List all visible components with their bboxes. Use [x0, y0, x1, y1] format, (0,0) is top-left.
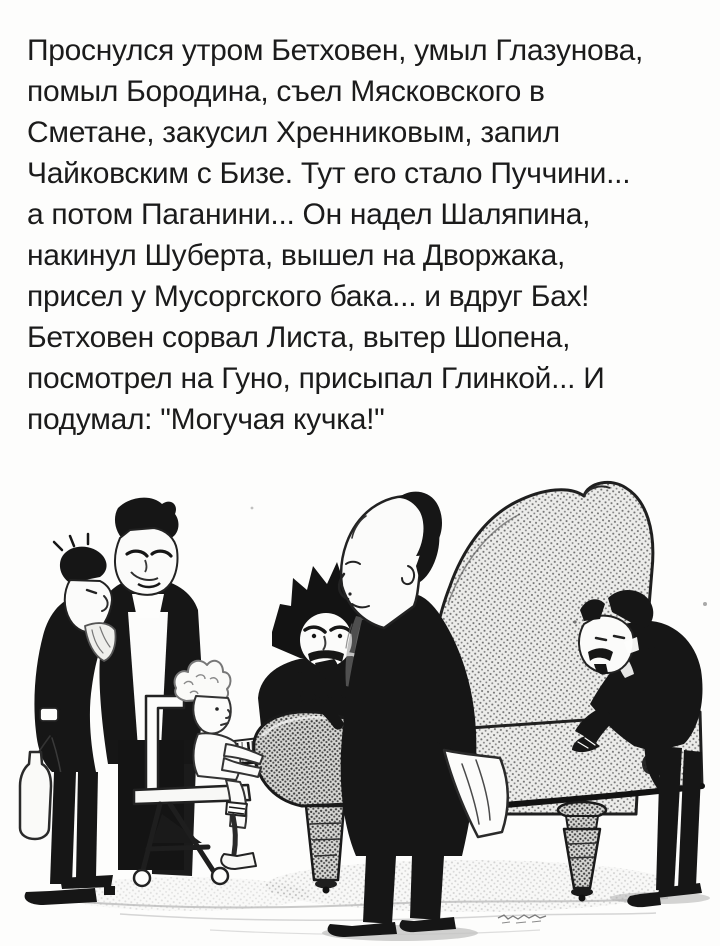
- text-line: Чайковским с Бизе. Тут его стало Пуччини...: [27, 157, 631, 190]
- text-line: помыл Бородина, съел Мясковского в: [27, 75, 545, 108]
- text-line: Проснулся утром Бетховен, умыл Глазунова,: [27, 34, 644, 67]
- joke-text: [27, 30, 703, 440]
- composer-left-with-bottle: [20, 534, 116, 905]
- text-line: присел у Мусоргского бака... и вдруг Бах!: [27, 280, 590, 313]
- text-line: а потом Паганини... Он надел Шаляпина,: [27, 198, 591, 231]
- composers-cartoon-illustration: [0, 446, 720, 946]
- text-line: Бетховен сорвал Листа, вытер Шопена,: [27, 321, 571, 354]
- text-line: Сметане, закусил Хренниковым, запил: [27, 116, 560, 149]
- artist-signature: [498, 915, 546, 923]
- text-line: накинул Шуберта, вышел на Дворжака,: [27, 239, 566, 272]
- text-line: подумал: "Могучая кучка!": [27, 403, 385, 436]
- text-line: посмотрел на Гуно, присыпал Глинкой... И: [27, 362, 605, 395]
